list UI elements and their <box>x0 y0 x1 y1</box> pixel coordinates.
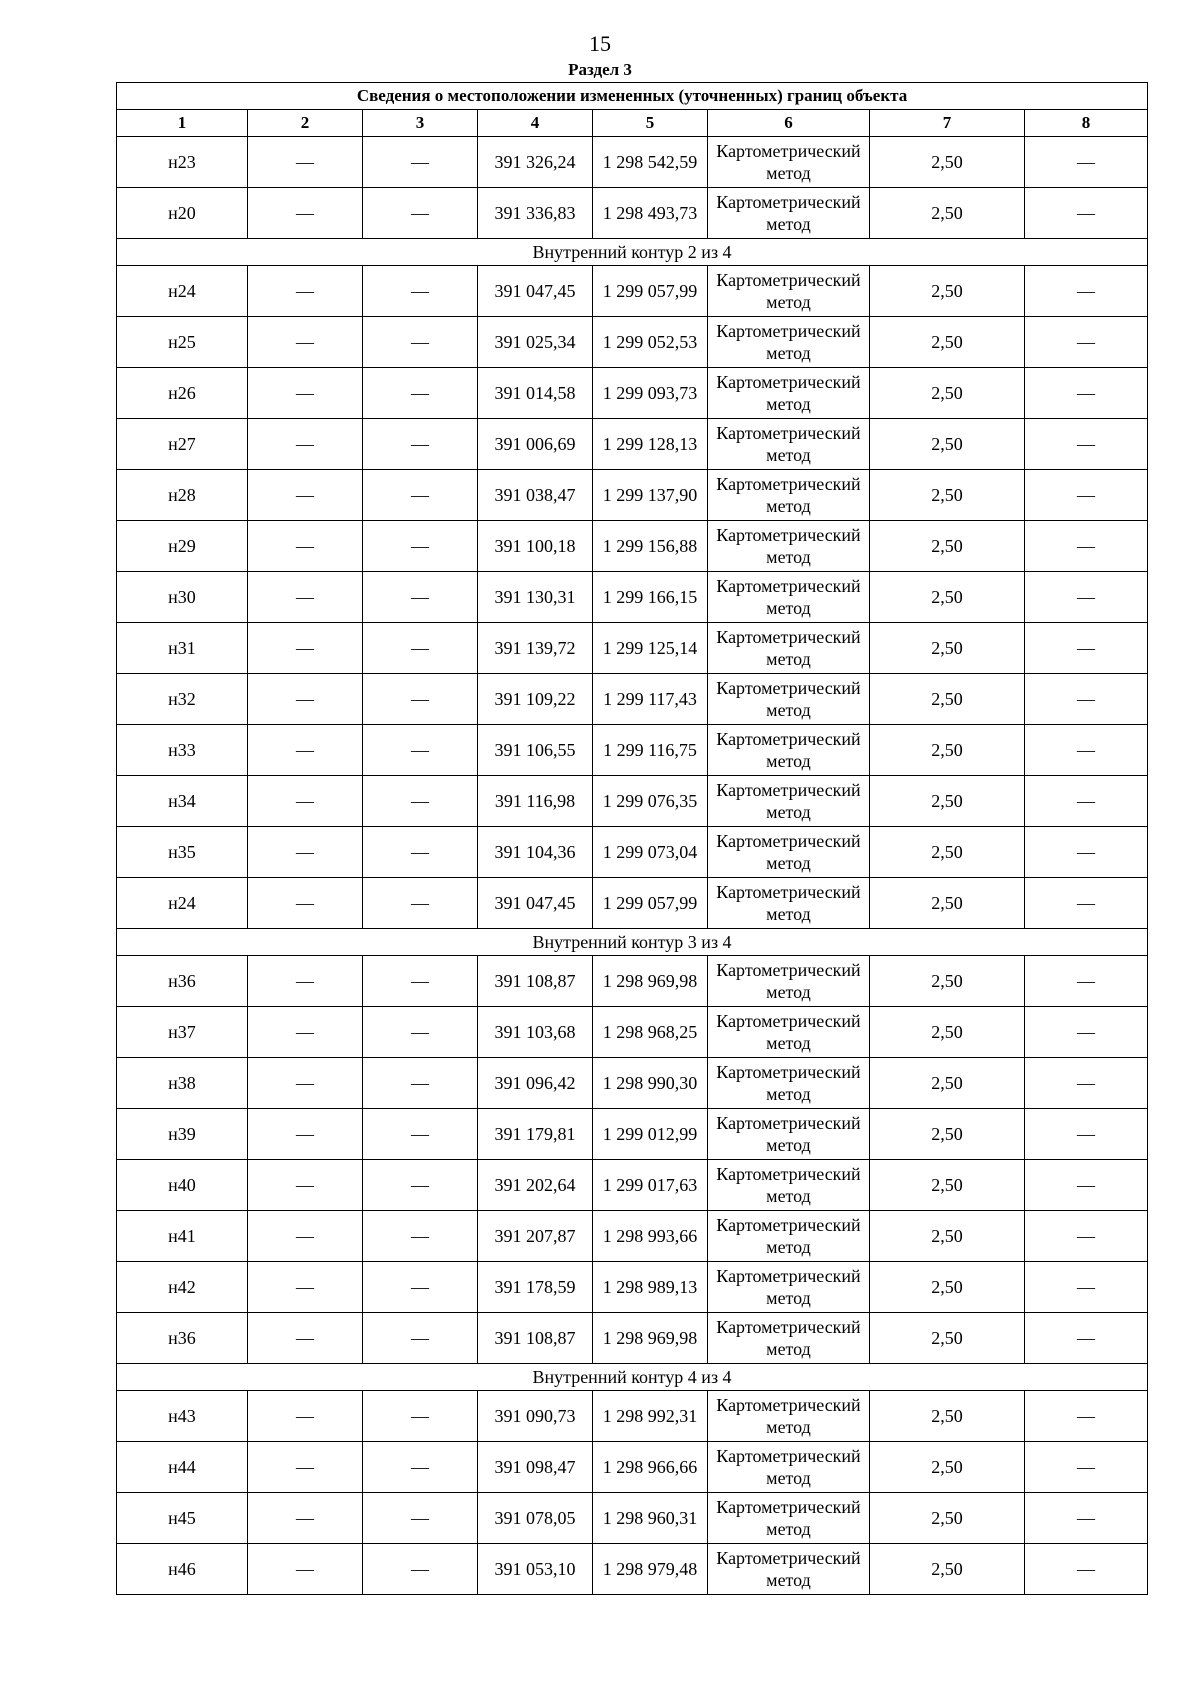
x-coordinate-cell: 391 326,24 <box>478 137 593 188</box>
point-name-cell: н34 <box>117 776 248 827</box>
accuracy-cell: 2,50 <box>870 1544 1025 1595</box>
x-coordinate-cell: 391 178,59 <box>478 1262 593 1313</box>
column-2-cell: — <box>248 1391 363 1442</box>
contour-label: Внутренний контур 3 из 4 <box>117 929 1148 956</box>
column-2-cell: — <box>248 1058 363 1109</box>
table-row <box>117 137 1148 188</box>
point-name-cell: н41 <box>117 1211 248 1262</box>
section-title: Раздел 3 <box>568 60 632 79</box>
column-8-cell: — <box>1025 776 1148 827</box>
column-2-cell: — <box>248 317 363 368</box>
column-3-cell: — <box>363 1544 478 1595</box>
column-2-cell: — <box>248 674 363 725</box>
method-cell: Картометрический метод <box>708 419 870 470</box>
column-3-cell: — <box>363 1391 478 1442</box>
table-row <box>117 1493 1148 1544</box>
column-2-cell: — <box>248 188 363 239</box>
column-3-cell: — <box>363 1262 478 1313</box>
table-row <box>117 317 1148 368</box>
column-3-cell: — <box>363 1211 478 1262</box>
column-2-cell: — <box>248 1544 363 1595</box>
table-row <box>117 521 1148 572</box>
column-2-cell: — <box>248 1442 363 1493</box>
y-coordinate-cell: 1 298 969,98 <box>593 956 708 1007</box>
accuracy-cell: 2,50 <box>870 317 1025 368</box>
table-row <box>117 956 1148 1007</box>
column-2-cell: — <box>248 623 363 674</box>
method-cell: Картометрический метод <box>708 1262 870 1313</box>
table-row <box>117 1058 1148 1109</box>
y-coordinate-cell: 1 299 137,90 <box>593 470 708 521</box>
column-3-cell: — <box>363 674 478 725</box>
accuracy-cell: 2,50 <box>870 1007 1025 1058</box>
column-8-cell: — <box>1025 1160 1148 1211</box>
column-8-cell: — <box>1025 1442 1148 1493</box>
column-3-cell: — <box>363 1007 478 1058</box>
column-number: 1 <box>117 110 248 137</box>
y-coordinate-cell: 1 299 116,75 <box>593 725 708 776</box>
x-coordinate-cell: 391 098,47 <box>478 1442 593 1493</box>
x-coordinate-cell: 391 053,10 <box>478 1544 593 1595</box>
y-coordinate-cell: 1 298 992,31 <box>593 1391 708 1442</box>
method-cell: Картометрический метод <box>708 827 870 878</box>
column-2-cell: — <box>248 1007 363 1058</box>
point-name-cell: н28 <box>117 470 248 521</box>
column-2-cell: — <box>248 1160 363 1211</box>
table-caption: Сведения о местоположении измененных (уточненных) границ объекта <box>117 83 1148 110</box>
column-8-cell: — <box>1025 1544 1148 1595</box>
column-8-cell: — <box>1025 623 1148 674</box>
method-cell: Картометрический метод <box>708 1493 870 1544</box>
column-number: 4 <box>478 110 593 137</box>
x-coordinate-cell: 391 130,31 <box>478 572 593 623</box>
table-row <box>117 470 1148 521</box>
column-2-cell: — <box>248 137 363 188</box>
point-name-cell: н43 <box>117 1391 248 1442</box>
y-coordinate-cell: 1 299 057,99 <box>593 878 708 929</box>
method-cell: Картометрический метод <box>708 572 870 623</box>
accuracy-cell: 2,50 <box>870 1211 1025 1262</box>
column-2-cell: — <box>248 878 363 929</box>
point-name-cell: н40 <box>117 1160 248 1211</box>
x-coordinate-cell: 391 179,81 <box>478 1109 593 1160</box>
column-8-cell: — <box>1025 1313 1148 1364</box>
column-8-cell: — <box>1025 956 1148 1007</box>
column-2-cell: — <box>248 419 363 470</box>
column-number: 6 <box>708 110 870 137</box>
method-cell: Картометрический метод <box>708 470 870 521</box>
column-8-cell: — <box>1025 521 1148 572</box>
table-row <box>117 827 1148 878</box>
x-coordinate-cell: 391 100,18 <box>478 521 593 572</box>
column-2-cell: — <box>248 725 363 776</box>
point-name-cell: н27 <box>117 419 248 470</box>
accuracy-cell: 2,50 <box>870 1160 1025 1211</box>
column-2-cell: — <box>248 776 363 827</box>
column-2-cell: — <box>248 1493 363 1544</box>
contour-section-row <box>117 1364 1148 1391</box>
column-3-cell: — <box>363 317 478 368</box>
method-cell: Картометрический метод <box>708 368 870 419</box>
column-8-cell: — <box>1025 137 1148 188</box>
accuracy-cell: 2,50 <box>870 572 1025 623</box>
accuracy-cell: 2,50 <box>870 725 1025 776</box>
y-coordinate-cell: 1 299 052,53 <box>593 317 708 368</box>
point-name-cell: н39 <box>117 1109 248 1160</box>
accuracy-cell: 2,50 <box>870 137 1025 188</box>
point-name-cell: н44 <box>117 1442 248 1493</box>
column-2-cell: — <box>248 521 363 572</box>
point-name-cell: н36 <box>117 1313 248 1364</box>
table-body <box>117 137 1148 1595</box>
column-3-cell: — <box>363 470 478 521</box>
x-coordinate-cell: 391 078,05 <box>478 1493 593 1544</box>
method-cell: Картометрический метод <box>708 1391 870 1442</box>
accuracy-cell: 2,50 <box>870 188 1025 239</box>
column-2-cell: — <box>248 1109 363 1160</box>
y-coordinate-cell: 1 299 166,15 <box>593 572 708 623</box>
x-coordinate-cell: 391 006,69 <box>478 419 593 470</box>
accuracy-cell: 2,50 <box>870 1493 1025 1544</box>
method-cell: Картометрический метод <box>708 776 870 827</box>
table-row <box>117 572 1148 623</box>
column-8-cell: — <box>1025 1493 1148 1544</box>
x-coordinate-cell: 391 096,42 <box>478 1058 593 1109</box>
accuracy-cell: 2,50 <box>870 1058 1025 1109</box>
method-cell: Картометрический метод <box>708 1007 870 1058</box>
accuracy-cell: 2,50 <box>870 776 1025 827</box>
table-row <box>117 1160 1148 1211</box>
accuracy-cell: 2,50 <box>870 1313 1025 1364</box>
column-3-cell: — <box>363 521 478 572</box>
point-name-cell: н42 <box>117 1262 248 1313</box>
method-cell: Картометрический метод <box>708 1442 870 1493</box>
column-8-cell: — <box>1025 188 1148 239</box>
point-name-cell: н45 <box>117 1493 248 1544</box>
y-coordinate-cell: 1 299 076,35 <box>593 776 708 827</box>
x-coordinate-cell: 391 047,45 <box>478 878 593 929</box>
point-name-cell: н32 <box>117 674 248 725</box>
point-name-cell: н20 <box>117 188 248 239</box>
point-name-cell: н24 <box>117 266 248 317</box>
column-8-cell: — <box>1025 368 1148 419</box>
column-8-cell: — <box>1025 266 1148 317</box>
column-numbers-row <box>117 110 1148 137</box>
y-coordinate-cell: 1 299 156,88 <box>593 521 708 572</box>
column-8-cell: — <box>1025 1262 1148 1313</box>
method-cell: Картометрический метод <box>708 674 870 725</box>
column-3-cell: — <box>363 1109 478 1160</box>
table-row <box>117 368 1148 419</box>
column-8-cell: — <box>1025 1211 1148 1262</box>
column-2-cell: — <box>248 1211 363 1262</box>
y-coordinate-cell: 1 299 125,14 <box>593 623 708 674</box>
x-coordinate-cell: 391 103,68 <box>478 1007 593 1058</box>
x-coordinate-cell: 391 109,22 <box>478 674 593 725</box>
accuracy-cell: 2,50 <box>870 1391 1025 1442</box>
table-row <box>117 1109 1148 1160</box>
accuracy-cell: 2,50 <box>870 623 1025 674</box>
column-number: 2 <box>248 110 363 137</box>
column-8-cell: — <box>1025 878 1148 929</box>
method-cell: Картометрический метод <box>708 317 870 368</box>
x-coordinate-cell: 391 108,87 <box>478 956 593 1007</box>
y-coordinate-cell: 1 298 542,59 <box>593 137 708 188</box>
column-3-cell: — <box>363 1160 478 1211</box>
table-row <box>117 878 1148 929</box>
accuracy-cell: 2,50 <box>870 266 1025 317</box>
point-name-cell: н36 <box>117 956 248 1007</box>
table-row <box>117 674 1148 725</box>
table-row <box>117 725 1148 776</box>
point-name-cell: н30 <box>117 572 248 623</box>
table-row <box>117 1262 1148 1313</box>
x-coordinate-cell: 391 202,64 <box>478 1160 593 1211</box>
x-coordinate-cell: 391 207,87 <box>478 1211 593 1262</box>
accuracy-cell: 2,50 <box>870 956 1025 1007</box>
x-coordinate-cell: 391 106,55 <box>478 725 593 776</box>
column-2-cell: — <box>248 1262 363 1313</box>
column-number: 5 <box>593 110 708 137</box>
column-8-cell: — <box>1025 827 1148 878</box>
accuracy-cell: 2,50 <box>870 521 1025 572</box>
column-8-cell: — <box>1025 1007 1148 1058</box>
x-coordinate-cell: 391 090,73 <box>478 1391 593 1442</box>
method-cell: Картометрический метод <box>708 1544 870 1595</box>
column-3-cell: — <box>363 725 478 776</box>
y-coordinate-cell: 1 299 128,13 <box>593 419 708 470</box>
contour-section-row <box>117 929 1148 956</box>
page-number: 15 <box>589 31 611 56</box>
point-name-cell: н33 <box>117 725 248 776</box>
y-coordinate-cell: 1 299 073,04 <box>593 827 708 878</box>
column-number: 8 <box>1025 110 1148 137</box>
method-cell: Картометрический метод <box>708 725 870 776</box>
column-3-cell: — <box>363 419 478 470</box>
column-3-cell: — <box>363 137 478 188</box>
accuracy-cell: 2,50 <box>870 1442 1025 1493</box>
x-coordinate-cell: 391 336,83 <box>478 188 593 239</box>
column-2-cell: — <box>248 827 363 878</box>
x-coordinate-cell: 391 139,72 <box>478 623 593 674</box>
point-name-cell: н25 <box>117 317 248 368</box>
accuracy-cell: 2,50 <box>870 827 1025 878</box>
accuracy-cell: 2,50 <box>870 1262 1025 1313</box>
method-cell: Картометрический метод <box>708 956 870 1007</box>
method-cell: Картометрический метод <box>708 1313 870 1364</box>
y-coordinate-cell: 1 298 960,31 <box>593 1493 708 1544</box>
x-coordinate-cell: 391 014,58 <box>478 368 593 419</box>
table-row <box>117 188 1148 239</box>
column-3-cell: — <box>363 1442 478 1493</box>
x-coordinate-cell: 391 104,36 <box>478 827 593 878</box>
table-row <box>117 419 1148 470</box>
column-2-cell: — <box>248 1313 363 1364</box>
column-3-cell: — <box>363 776 478 827</box>
x-coordinate-cell: 391 025,34 <box>478 317 593 368</box>
table-row <box>117 1007 1148 1058</box>
method-cell: Картометрический метод <box>708 188 870 239</box>
column-3-cell: — <box>363 188 478 239</box>
y-coordinate-cell: 1 299 117,43 <box>593 674 708 725</box>
y-coordinate-cell: 1 298 969,98 <box>593 1313 708 1364</box>
table-row <box>117 1313 1148 1364</box>
accuracy-cell: 2,50 <box>870 419 1025 470</box>
column-2-cell: — <box>248 956 363 1007</box>
accuracy-cell: 2,50 <box>870 674 1025 725</box>
column-8-cell: — <box>1025 674 1148 725</box>
column-8-cell: — <box>1025 1109 1148 1160</box>
point-name-cell: н24 <box>117 878 248 929</box>
column-3-cell: — <box>363 1493 478 1544</box>
column-number: 3 <box>363 110 478 137</box>
method-cell: Картометрический метод <box>708 1160 870 1211</box>
y-coordinate-cell: 1 299 017,63 <box>593 1160 708 1211</box>
accuracy-cell: 2,50 <box>870 368 1025 419</box>
point-name-cell: н46 <box>117 1544 248 1595</box>
method-cell: Картометрический метод <box>708 1109 870 1160</box>
column-2-cell: — <box>248 266 363 317</box>
table-row <box>117 1211 1148 1262</box>
method-cell: Картометрический метод <box>708 623 870 674</box>
method-cell: Картометрический метод <box>708 137 870 188</box>
contour-label: Внутренний контур 2 из 4 <box>117 239 1148 266</box>
column-2-cell: — <box>248 572 363 623</box>
point-name-cell: н29 <box>117 521 248 572</box>
y-coordinate-cell: 1 298 493,73 <box>593 188 708 239</box>
table-row <box>117 1544 1148 1595</box>
y-coordinate-cell: 1 299 093,73 <box>593 368 708 419</box>
column-3-cell: — <box>363 827 478 878</box>
y-coordinate-cell: 1 299 057,99 <box>593 266 708 317</box>
column-3-cell: — <box>363 1058 478 1109</box>
x-coordinate-cell: 391 047,45 <box>478 266 593 317</box>
column-8-cell: — <box>1025 470 1148 521</box>
y-coordinate-cell: 1 298 968,25 <box>593 1007 708 1058</box>
column-8-cell: — <box>1025 572 1148 623</box>
column-3-cell: — <box>363 878 478 929</box>
column-3-cell: — <box>363 572 478 623</box>
column-number: 7 <box>870 110 1025 137</box>
column-3-cell: — <box>363 623 478 674</box>
y-coordinate-cell: 1 298 966,66 <box>593 1442 708 1493</box>
column-2-cell: — <box>248 368 363 419</box>
x-coordinate-cell: 391 038,47 <box>478 470 593 521</box>
point-name-cell: н26 <box>117 368 248 419</box>
y-coordinate-cell: 1 298 993,66 <box>593 1211 708 1262</box>
table-row <box>117 1442 1148 1493</box>
boundary-coordinates-table <box>116 82 1148 1595</box>
method-cell: Картометрический метод <box>708 1058 870 1109</box>
table-caption-row <box>117 83 1148 110</box>
column-3-cell: — <box>363 368 478 419</box>
point-name-cell: н37 <box>117 1007 248 1058</box>
column-8-cell: — <box>1025 1058 1148 1109</box>
column-3-cell: — <box>363 956 478 1007</box>
method-cell: Картометрический метод <box>708 521 870 572</box>
method-cell: Картометрический метод <box>708 266 870 317</box>
column-2-cell: — <box>248 470 363 521</box>
x-coordinate-cell: 391 116,98 <box>478 776 593 827</box>
accuracy-cell: 2,50 <box>870 1109 1025 1160</box>
y-coordinate-cell: 1 298 979,48 <box>593 1544 708 1595</box>
column-8-cell: — <box>1025 317 1148 368</box>
column-3-cell: — <box>363 1313 478 1364</box>
column-8-cell: — <box>1025 1391 1148 1442</box>
contour-section-row <box>117 239 1148 266</box>
point-name-cell: н35 <box>117 827 248 878</box>
table-row <box>117 776 1148 827</box>
point-name-cell: н38 <box>117 1058 248 1109</box>
y-coordinate-cell: 1 299 012,99 <box>593 1109 708 1160</box>
table-row <box>117 266 1148 317</box>
column-3-cell: — <box>363 266 478 317</box>
table-row <box>117 1391 1148 1442</box>
contour-label: Внутренний контур 4 из 4 <box>117 1364 1148 1391</box>
y-coordinate-cell: 1 298 989,13 <box>593 1262 708 1313</box>
table-row <box>117 623 1148 674</box>
accuracy-cell: 2,50 <box>870 878 1025 929</box>
y-coordinate-cell: 1 298 990,30 <box>593 1058 708 1109</box>
point-name-cell: н23 <box>117 137 248 188</box>
column-8-cell: — <box>1025 725 1148 776</box>
point-name-cell: н31 <box>117 623 248 674</box>
column-8-cell: — <box>1025 419 1148 470</box>
method-cell: Картометрический метод <box>708 1211 870 1262</box>
accuracy-cell: 2,50 <box>870 470 1025 521</box>
method-cell: Картометрический метод <box>708 878 870 929</box>
x-coordinate-cell: 391 108,87 <box>478 1313 593 1364</box>
